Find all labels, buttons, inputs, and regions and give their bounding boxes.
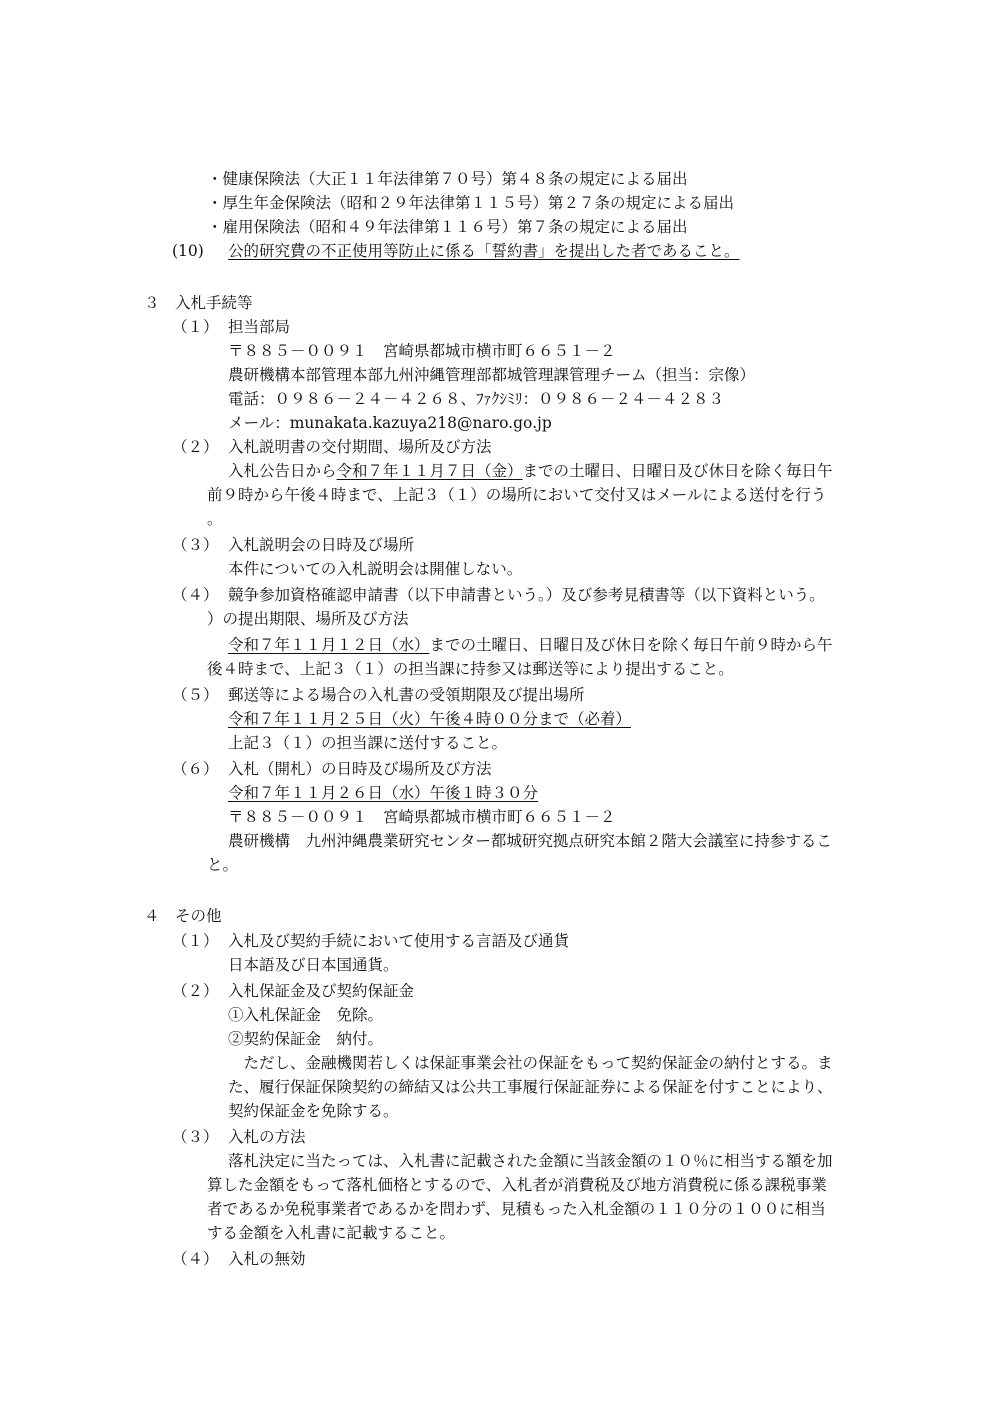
s3-item1-mail: メール：munakata.kazuya218@naro.go.jp bbox=[228, 414, 552, 432]
s4-item3-number: （３） bbox=[172, 1128, 219, 1146]
s4-item2-number: （２） bbox=[172, 982, 219, 1000]
s4-item2-contract-bond: ②契約保証金 納付。 bbox=[228, 1030, 384, 1048]
s3-item2-line1 bbox=[228, 460, 833, 482]
s3-item2-line1-post: までの土曜日、日曜日及び休日を除く毎日午 bbox=[522, 462, 833, 480]
s3-item6-title: 入札（開札）の日時及び場所及び方法 bbox=[228, 760, 492, 778]
s3-item5-number: （５） bbox=[172, 686, 219, 704]
bullet-health-insurance: ・健康保険法（大正１１年法律第７０号）第４８条の規定による届出 bbox=[207, 170, 688, 188]
s3-item1-org: 農研機構本部管理本部九州沖縄管理部都城管理課管理チーム（担当：宗像） bbox=[228, 366, 756, 384]
s3-item6-place2: と。 bbox=[207, 856, 239, 874]
s3-item2-title: 入札説明書の交付期間、場所及び方法 bbox=[228, 438, 492, 456]
s3-item1-number: （１） bbox=[172, 318, 219, 336]
s4-item3-title: 入札の方法 bbox=[228, 1128, 306, 1146]
s3-item3-title: 入札説明会の日時及び場所 bbox=[228, 536, 415, 554]
s3-item3-text: 本件についての入札説明会は開催しない。 bbox=[228, 560, 523, 578]
s3-item4-number: （４） bbox=[172, 586, 219, 604]
s3-item5-deadline: 令和７年１１月２５日（火）午後４時００分まで（必着） bbox=[228, 710, 632, 728]
s4-item3-para1: 落札決定に当たっては、入札書に記載された金額に当該金額の１０％に相当する額を加 bbox=[228, 1152, 833, 1170]
s3-item4-line2: 後４時まで、上記３（１）の担当課に持参又は郵送等により提出すること。 bbox=[207, 660, 734, 678]
s4-item4-number: （４） bbox=[172, 1250, 219, 1268]
s3-item2-date: 令和７年１１月７日（金） bbox=[336, 462, 523, 480]
s3-item6-address: 〒８８５－００９１ 宮崎県都城市横市町６６５１－２ bbox=[228, 808, 616, 826]
s3-item1-address: 〒８８５－００９１ 宮崎県都城市横市町６６５１－２ bbox=[228, 342, 616, 360]
s4-item2-title: 入札保証金及び契約保証金 bbox=[228, 982, 415, 1000]
s4-item1-title: 入札及び契約手続において使用する言語及び通貨 bbox=[228, 932, 570, 950]
s4-item2-para2: た、履行保証保険契約の締結又は公共工事履行保証証券による保証を付すことにより、 bbox=[228, 1078, 833, 1096]
s4-item4-title: 入札の無効 bbox=[228, 1250, 306, 1268]
bullet-employment-insurance: ・雇用保険法（昭和４９年法律第１１６号）第７条の規定による届出 bbox=[207, 218, 688, 236]
s3-item2-line3: 。 bbox=[207, 510, 223, 528]
s3-item6-datetime: 令和７年１１月２６日（水）午後１時３０分 bbox=[228, 784, 539, 802]
s3-item4-line1 bbox=[228, 634, 833, 656]
s3-item6-number: （６） bbox=[172, 760, 219, 778]
s4-item1-text: 日本語及び日本国通貨。 bbox=[228, 956, 399, 974]
s4-item3-para3: 者であるか免税事業者であるかを問わず、見積もった入札金額の１１０分の１００に相当 bbox=[207, 1200, 826, 1218]
s3-item5-title: 郵送等による場合の入札書の受領期限及び提出場所 bbox=[228, 686, 585, 704]
s3-item4-title: 競争参加資格確認申請書（以下申請書という。）及び参考見積書等（以下資料という。 bbox=[228, 586, 825, 604]
s3-item2-line1-pre: 入札公告日から bbox=[228, 462, 337, 480]
s3-item2-line2: 前９時から午後４時まで、上記３（１）の場所において交付又はメールによる送付を行う bbox=[207, 486, 827, 504]
s3-item1-phone: 電話：０９８６－２４－４２６８、ﾌｧｸｼﾐﾘ：０９８６－２４－４２８３ bbox=[228, 390, 725, 408]
s4-item3-para2: 算した金額をもって落札価格とするので、入札者が消費税及び地方消費税に係る課税事業 bbox=[207, 1176, 827, 1194]
s4-item2-para3: 契約保証金を免除する。 bbox=[228, 1102, 399, 1120]
s3-item6-place1: 農研機構 九州沖縄農業研究センター都城研究拠点研究本館２階大会議室に持参するこ bbox=[228, 832, 832, 850]
s3-item4-date: 令和７年１１月１２日（水） bbox=[228, 636, 430, 654]
s3-item5-text: 上記３（１）の担当課に送付すること。 bbox=[228, 734, 508, 752]
s3-item3-number: （３） bbox=[172, 536, 219, 554]
item-10-text: 公的研究費の不正使用等防止に係る「誓約書」を提出した者であること。 bbox=[228, 242, 740, 260]
section-4-heading: ４ その他 bbox=[144, 907, 222, 925]
section-3-heading: ３ 入札手続等 bbox=[144, 294, 253, 312]
s3-item4-title2: ）の提出期限、場所及び方法 bbox=[207, 610, 409, 628]
s4-item1-number: （１） bbox=[172, 932, 219, 950]
s4-item2-bid-bond: ①入札保証金 免除。 bbox=[228, 1006, 384, 1024]
s3-item4-line1-post: までの土曜日、日曜日及び休日を除く毎日午前９時から午 bbox=[429, 636, 833, 654]
s4-item3-para4: する金額を入札書に記載すること。 bbox=[207, 1224, 456, 1242]
bullet-pension-insurance: ・厚生年金保険法（昭和２９年法律第１１５号）第２７条の規定による届出 bbox=[207, 194, 735, 212]
s4-item2-para1: ただし、金融機関若しくは保証事業会社の保証をもって契約保証金の納付とする。ま bbox=[228, 1054, 833, 1072]
item-10-number: (10) bbox=[172, 242, 204, 260]
s3-item2-number: （２） bbox=[172, 438, 219, 456]
s3-item1-title: 担当部局 bbox=[228, 318, 291, 336]
